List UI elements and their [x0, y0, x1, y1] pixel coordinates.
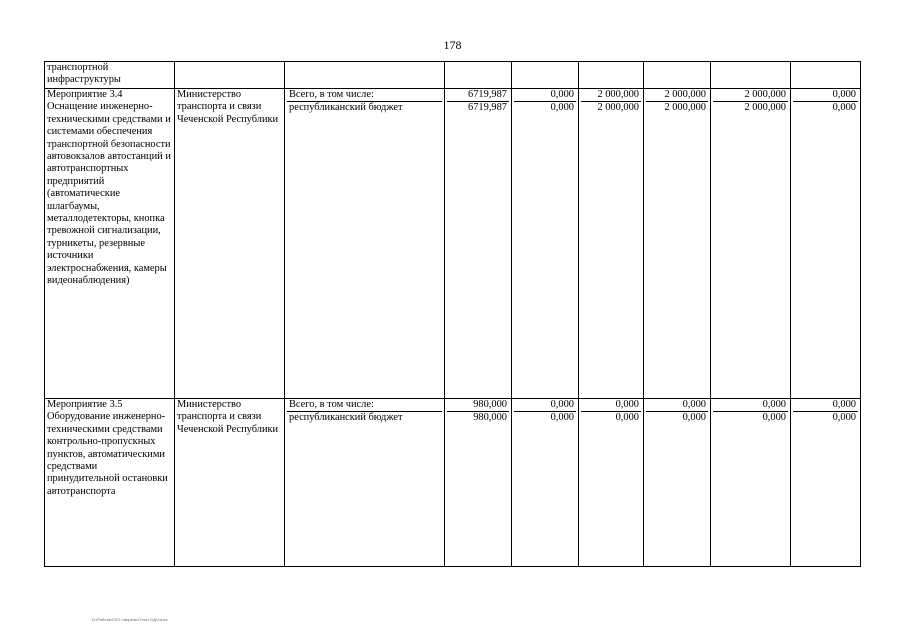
measure-cell: Мероприятие 3.5 Оборудование инженерно-техническими средствами контрольно-пропускных пунктов, автоматическими средствами принудительной остановки автотранспорта — [45, 399, 175, 567]
source-total: Всего, в том числе: — [287, 89, 442, 102]
value-total: 0,000 — [646, 399, 708, 412]
measure-cell: транспортной инфраструктуры — [45, 62, 175, 89]
value-cell — [791, 399, 861, 567]
value-cell — [579, 89, 644, 399]
value-cell — [512, 89, 579, 399]
value-total: 0,000 — [793, 399, 858, 412]
executor-cell: Министерство транспорта и связи Чеченской Республики — [175, 89, 285, 399]
source-cell — [285, 62, 445, 89]
table-row — [45, 399, 861, 567]
value-total: 0,000 — [581, 399, 641, 412]
value-cell — [445, 399, 512, 567]
value-total: 2 000,000 — [581, 89, 641, 102]
table-row — [45, 89, 861, 399]
executor-cell: Министерство транспорта и связи Чеченской Республики — [175, 399, 285, 567]
value-total: 0,000 — [514, 399, 576, 412]
value-budget: 2 000,000 — [744, 102, 786, 114]
executor-cell — [175, 62, 285, 89]
value-budget: 0,000 — [550, 102, 574, 114]
source-cell — [285, 399, 445, 567]
table-row — [45, 62, 861, 89]
value-budget: 0,000 — [550, 412, 574, 424]
value-cell — [579, 62, 644, 89]
value-budget: 0,000 — [832, 102, 856, 114]
value-budget: 0,000 — [682, 412, 706, 424]
value-cell — [791, 62, 861, 89]
value-budget: 6719,987 — [468, 102, 507, 114]
value-cell — [512, 62, 579, 89]
value-total: 2 000,000 — [713, 89, 788, 102]
source-total: Всего, в том числе: — [287, 399, 442, 412]
program-table — [44, 61, 861, 567]
value-cell — [644, 62, 711, 89]
value-cell — [445, 62, 512, 89]
value-cell — [644, 89, 711, 399]
value-budget: 980,000 — [473, 412, 507, 424]
value-budget: 2 000,000 — [664, 102, 706, 114]
value-total: 0,000 — [514, 89, 576, 102]
measure-cell: Мероприятие 3.4 Оснащение инженерно-техническими средствами и системами обеспечения транспортной безопасности автовокзалов автостанций и автотранспортных предприятий (автоматические шлагбаумы, металлодетекторы, кнопка тревожной сигнализации, турникеты, резервные источники электроснабжения, камеры видеонаблюдения) — [45, 89, 175, 399]
value-budget: 2 000,000 — [597, 102, 639, 114]
value-total: 980,000 — [447, 399, 509, 412]
source-cell — [285, 89, 445, 399]
value-cell — [711, 399, 791, 567]
source-budget: республиканский бюджет — [289, 412, 403, 424]
value-total: 6719,987 — [447, 89, 509, 102]
value-cell — [711, 62, 791, 89]
value-budget: 0,000 — [762, 412, 786, 424]
file-path-footer: D:\Работа\2021 г\апрель\Отчет ОДУ.docx — [92, 617, 168, 622]
value-cell — [579, 399, 644, 567]
value-total: 0,000 — [793, 89, 858, 102]
value-budget: 0,000 — [615, 412, 639, 424]
value-cell — [791, 89, 861, 399]
value-cell — [445, 89, 512, 399]
value-budget: 0,000 — [832, 412, 856, 424]
value-cell — [512, 399, 579, 567]
value-total: 0,000 — [713, 399, 788, 412]
value-cell — [711, 89, 791, 399]
value-total: 2 000,000 — [646, 89, 708, 102]
source-budget: республиканский бюджет — [289, 102, 403, 114]
value-cell — [644, 399, 711, 567]
page-number: 178 — [443, 38, 462, 52]
